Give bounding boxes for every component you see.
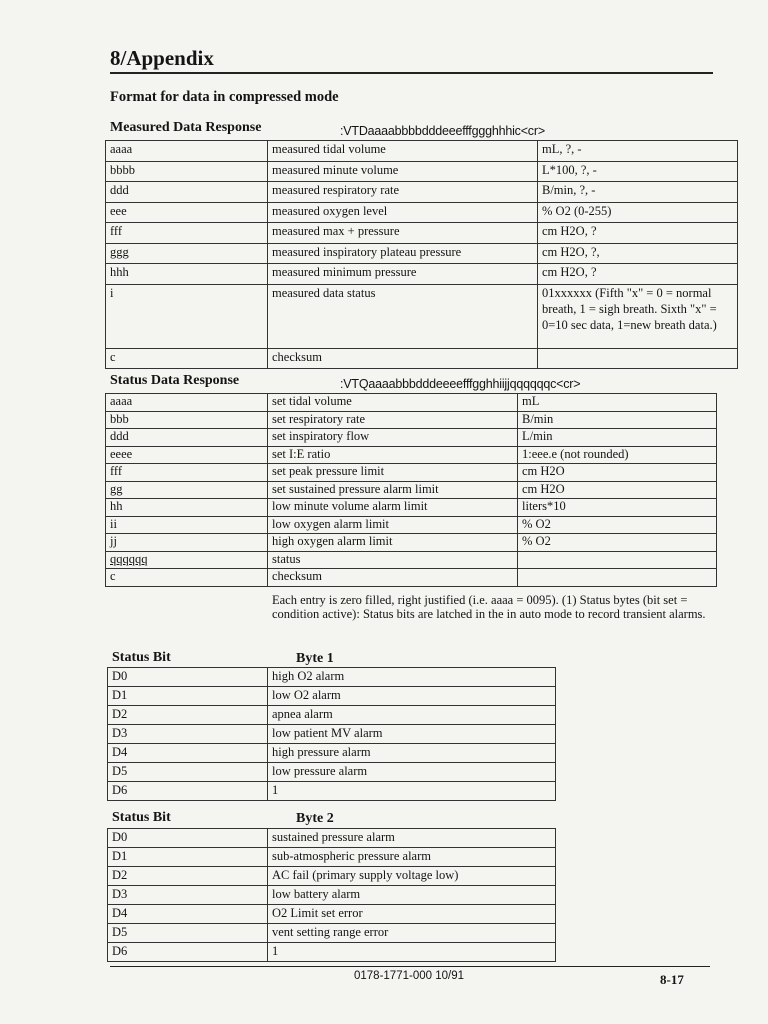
field-code: i bbox=[106, 284, 268, 348]
status-meaning: high pressure alarm bbox=[268, 744, 556, 763]
field-code: ddd bbox=[106, 429, 268, 447]
field-units: cm H2O, ? bbox=[538, 264, 738, 285]
field-description: low minute volume alarm limit bbox=[268, 499, 518, 517]
status-bit: D1 bbox=[108, 848, 268, 867]
field-code: aaaa bbox=[106, 141, 268, 162]
table-row bbox=[106, 429, 717, 447]
field-code: eeee bbox=[106, 446, 268, 464]
byte1-table bbox=[107, 667, 556, 801]
table-row bbox=[108, 886, 556, 905]
footer-page-number: 8-17 bbox=[660, 972, 684, 987]
status-title: Status Data Response bbox=[110, 373, 240, 388]
field-description: checksum bbox=[268, 569, 518, 587]
table-row bbox=[106, 499, 717, 517]
table-row bbox=[106, 348, 738, 369]
status-meaning: low patient MV alarm bbox=[268, 725, 556, 744]
table-row bbox=[108, 848, 556, 867]
status-meaning: high O2 alarm bbox=[268, 668, 556, 687]
table-row bbox=[108, 782, 556, 801]
field-description: measured minimum pressure bbox=[268, 264, 538, 285]
status-meaning: low O2 alarm bbox=[268, 687, 556, 706]
measured-title: Measured Data Response bbox=[110, 120, 262, 135]
table-row bbox=[106, 223, 738, 244]
byte2-table bbox=[107, 828, 556, 962]
status-data-table bbox=[105, 393, 717, 587]
status-bit: D0 bbox=[108, 829, 268, 848]
field-code: bbbb bbox=[106, 161, 268, 182]
table-row bbox=[108, 687, 556, 706]
status-meaning: AC fail (primary supply voltage low) bbox=[268, 867, 556, 886]
measured-data-table bbox=[105, 140, 738, 369]
status-format: :VTQaaaabbbdddeeeefffgghhiijjqqqqqqc<cr> bbox=[340, 377, 581, 391]
status-meaning: sustained pressure alarm bbox=[268, 829, 556, 848]
field-units bbox=[538, 348, 738, 369]
measured-format: :VTDaaaabbbbdddeeefffggghhhic<cr> bbox=[340, 124, 545, 138]
field-description: set I:E ratio bbox=[268, 446, 518, 464]
header-rule bbox=[110, 72, 713, 74]
table-row bbox=[106, 141, 738, 162]
status-meaning: apnea alarm bbox=[268, 706, 556, 725]
table-row bbox=[106, 284, 738, 348]
field-code: gg bbox=[106, 481, 268, 499]
status-meaning: 1 bbox=[268, 782, 556, 801]
field-description: measured oxygen level bbox=[268, 202, 538, 223]
table-row bbox=[106, 446, 717, 464]
byte2-col-label: Byte 2 bbox=[296, 811, 334, 826]
field-description: measured inspiratory plateau pressure bbox=[268, 243, 538, 264]
table-row bbox=[108, 744, 556, 763]
field-description: high oxygen alarm limit bbox=[268, 534, 518, 552]
status-bit: D6 bbox=[108, 782, 268, 801]
table-row bbox=[106, 394, 717, 412]
status-bit: D6 bbox=[108, 943, 268, 962]
field-code: ii bbox=[106, 516, 268, 534]
field-description: set sustained pressure alarm limit bbox=[268, 481, 518, 499]
field-units: B/min, ?, - bbox=[538, 182, 738, 203]
field-description: measured minute volume bbox=[268, 161, 538, 182]
table-row bbox=[106, 161, 738, 182]
byte1-col-label: Byte 1 bbox=[296, 651, 334, 666]
field-code: fff bbox=[106, 223, 268, 244]
field-units: L/min bbox=[518, 429, 717, 447]
field-description: measured data status bbox=[268, 284, 538, 348]
field-description: low oxygen alarm limit bbox=[268, 516, 518, 534]
field-description: set tidal volume bbox=[268, 394, 518, 412]
table-row bbox=[108, 829, 556, 848]
table-row bbox=[106, 411, 717, 429]
status-bit: D0 bbox=[108, 668, 268, 687]
field-units: cm H2O, ? bbox=[538, 223, 738, 244]
field-units: liters*10 bbox=[518, 499, 717, 517]
field-code: hh bbox=[106, 499, 268, 517]
table-row bbox=[108, 763, 556, 782]
table-row bbox=[108, 725, 556, 744]
table-row bbox=[106, 569, 717, 587]
field-units: cm H2O, ?, bbox=[538, 243, 738, 264]
status-bit: D3 bbox=[108, 886, 268, 905]
status-bit: D4 bbox=[108, 744, 268, 763]
status-meaning: low pressure alarm bbox=[268, 763, 556, 782]
table-row bbox=[106, 516, 717, 534]
status-bit: D1 bbox=[108, 687, 268, 706]
field-units: % O2 bbox=[518, 516, 717, 534]
field-units: cm H2O bbox=[518, 481, 717, 499]
status-bit: D4 bbox=[108, 905, 268, 924]
field-units: % O2 (0-255) bbox=[538, 202, 738, 223]
status-meaning: vent setting range error bbox=[268, 924, 556, 943]
table-row bbox=[106, 534, 717, 552]
field-units bbox=[518, 569, 717, 587]
field-units: mL bbox=[518, 394, 717, 412]
field-code: eee bbox=[106, 202, 268, 223]
field-description: checksum bbox=[268, 348, 538, 369]
table-row bbox=[108, 905, 556, 924]
format-note: Each entry is zero filled, right justified (i.e. aaaa = 0095). (1) Status bytes (bit set = condition active): Status bits are latched in the in auto mode to record transient alarms. bbox=[272, 593, 706, 621]
field-code: bbb bbox=[106, 411, 268, 429]
byte2-col-status-bit: Status Bit bbox=[112, 810, 171, 825]
field-units bbox=[518, 551, 717, 569]
status-meaning: 1 bbox=[268, 943, 556, 962]
field-units: % O2 bbox=[518, 534, 717, 552]
field-units: 01xxxxxx (Fifth "x" = 0 = normal breath, 1 = sigh breath. Sixth "x" = 0=10 sec data, 1=new breath data.) bbox=[538, 284, 738, 348]
field-code: hhh bbox=[106, 264, 268, 285]
status-meaning: sub-atmospheric pressure alarm bbox=[268, 848, 556, 867]
status-bit: D5 bbox=[108, 924, 268, 943]
field-units: cm H2O bbox=[518, 464, 717, 482]
field-units: B/min bbox=[518, 411, 717, 429]
table-row bbox=[106, 264, 738, 285]
table-row bbox=[108, 668, 556, 687]
field-code: jj bbox=[106, 534, 268, 552]
table-row bbox=[106, 202, 738, 223]
table-row bbox=[108, 867, 556, 886]
field-description: set respiratory rate bbox=[268, 411, 518, 429]
table-row bbox=[106, 551, 717, 569]
table-row bbox=[106, 464, 717, 482]
field-description: measured respiratory rate bbox=[268, 182, 538, 203]
table-row bbox=[108, 924, 556, 943]
table-row bbox=[106, 481, 717, 499]
field-code: c bbox=[106, 348, 268, 369]
field-code: qqqqqq bbox=[106, 551, 268, 569]
field-description: set inspiratory flow bbox=[268, 429, 518, 447]
field-units: L*100, ?, - bbox=[538, 161, 738, 182]
section-subtitle: Format for data in compressed mode bbox=[110, 89, 339, 105]
field-code: aaaa bbox=[106, 394, 268, 412]
table-row bbox=[106, 243, 738, 264]
table-row bbox=[106, 182, 738, 203]
status-bit: D2 bbox=[108, 706, 268, 725]
field-code: c bbox=[106, 569, 268, 587]
footer-rule bbox=[110, 966, 710, 967]
field-description: measured max + pressure bbox=[268, 223, 538, 244]
table-row bbox=[108, 706, 556, 725]
status-meaning: O2 Limit set error bbox=[268, 905, 556, 924]
table-row bbox=[108, 943, 556, 962]
status-bit: D3 bbox=[108, 725, 268, 744]
status-bit: D2 bbox=[108, 867, 268, 886]
field-code: ggg bbox=[106, 243, 268, 264]
field-units: mL, ?, - bbox=[538, 141, 738, 162]
footer-doc-number: 0178-1771-000 10/91 bbox=[354, 970, 464, 982]
status-bit: D5 bbox=[108, 763, 268, 782]
field-description: status bbox=[268, 551, 518, 569]
field-units: 1:eee.e (not rounded) bbox=[518, 446, 717, 464]
field-description: measured tidal volume bbox=[268, 141, 538, 162]
field-description: set peak pressure limit bbox=[268, 464, 518, 482]
page-header: 8/Appendix bbox=[110, 46, 214, 70]
byte1-col-status-bit: Status Bit bbox=[112, 650, 171, 665]
field-code: ddd bbox=[106, 182, 268, 203]
status-meaning: low battery alarm bbox=[268, 886, 556, 905]
field-code: fff bbox=[106, 464, 268, 482]
